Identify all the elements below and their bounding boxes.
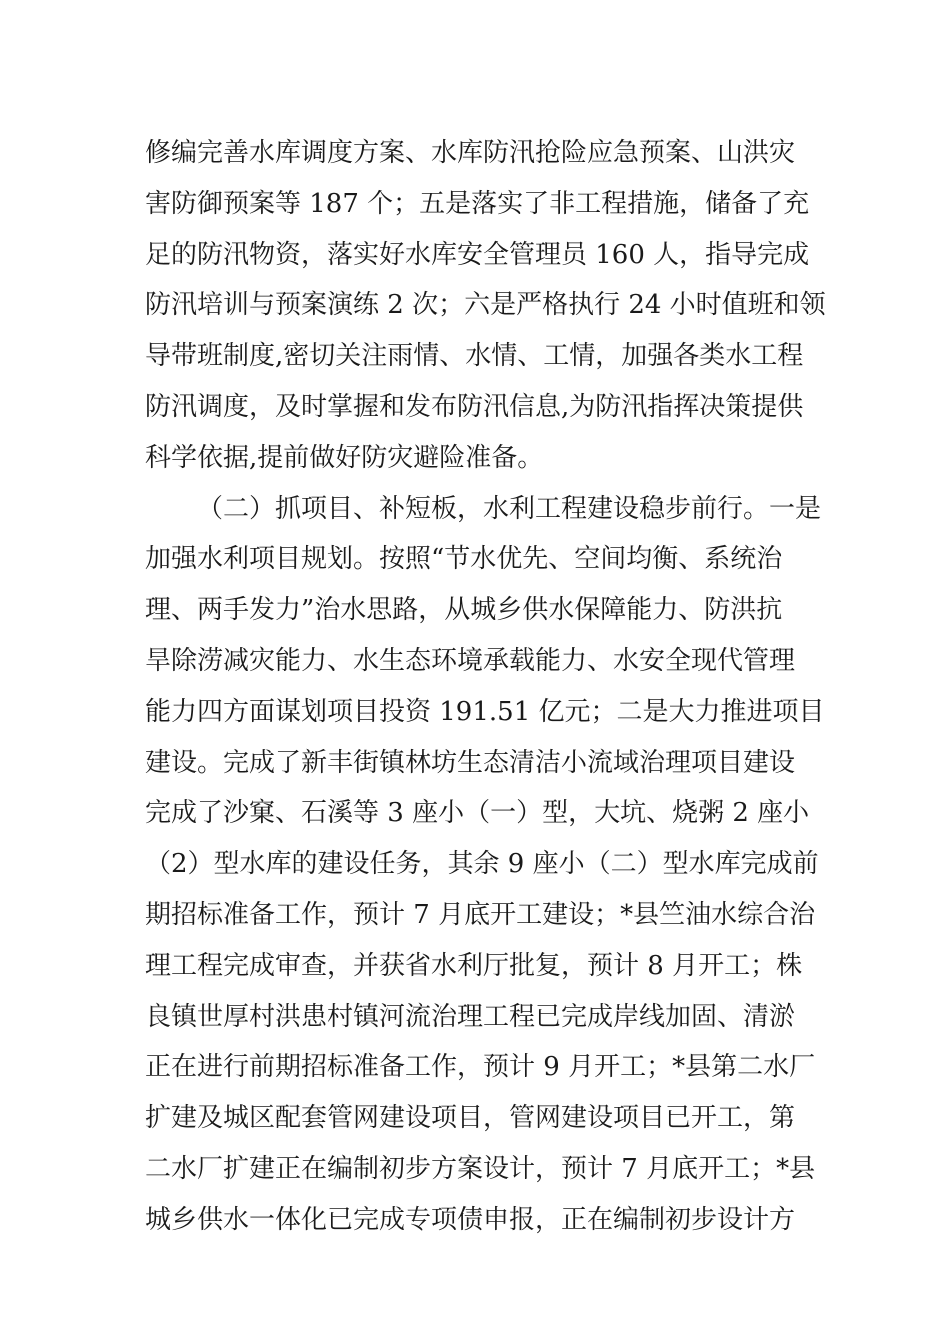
text-line: 理、两手发力”治水思路，从城乡供水保障能力、防洪抗 (145, 595, 783, 626)
text-line: 良镇世厚村洪患村镇河流治理工程已完成岸线加固、清淤 (145, 1001, 796, 1032)
text-line: 加强水利项目规划。按照“节水优先、空间均衡、系统治 (145, 544, 783, 575)
text-line: 完成了沙窠、石溪等 3 座小（一）型，大坑、烧粥 2 座小 (145, 798, 810, 829)
text-line: 扩建及城区配套管网建设项目，管网建设项目已开工，第 (145, 1103, 796, 1134)
text-line: 害防御预案等 187 个；五是落实了非工程措施，储备了充 (145, 188, 810, 219)
text-line: 二水厂扩建正在编制初步方案设计，预计 7 月底开工；*县 (145, 1153, 816, 1184)
paragraph-start-line: （二）抓项目、补短板，水利工程建设稳步前行。一是 (197, 493, 822, 524)
text-line: 防汛调度，及时掌握和发布防汛信息,为防汛指挥决策提供 (145, 391, 804, 422)
text-line: 修编完善水库调度方案、水库防汛抢险应急预案、山洪灾 (145, 138, 796, 168)
text-line: 期招标准备工作，预计 7 月底开工建设；*县竺油水综合治 (145, 899, 816, 930)
body-text (145, 128, 825, 1246)
text-line: 足的防汛物资，落实好水库安全管理员 160 人，指导完成 (145, 239, 810, 270)
text-line: 导带班制度,密切关注雨情、水情、工情，加强各类水工程 (145, 341, 804, 372)
text-line: 正在进行前期招标准备工作，预计 9 月开工；*县第二水厂 (145, 1052, 816, 1083)
text-line: 城乡供水一体化已完成专项债申报，正在编制初步设计方 (145, 1204, 796, 1235)
text-line: 理工程完成审查，并获省水利厅批复，预计 8 月开工；株 (145, 950, 803, 981)
text-line: 旱除涝减灾能力、水生态环境承载能力、水安全现代管理 (145, 645, 796, 676)
text-line: （2）型水库的建设任务，其余 9 座小（二）型水库完成前 (145, 849, 819, 880)
text-line: 能力四方面谋划项目投资 191.51 亿元；二是大力推进项目 (145, 696, 825, 727)
text-line: 科学依据,提前做好防灾避险准备。 (145, 442, 544, 473)
text-line: 防汛培训与预案演练 2 次；六是严格执行 24 小时值班和领 (145, 290, 826, 321)
text-line: 建设。完成了新丰街镇林坊生态清洁小流域治理项目建设 (145, 747, 796, 778)
